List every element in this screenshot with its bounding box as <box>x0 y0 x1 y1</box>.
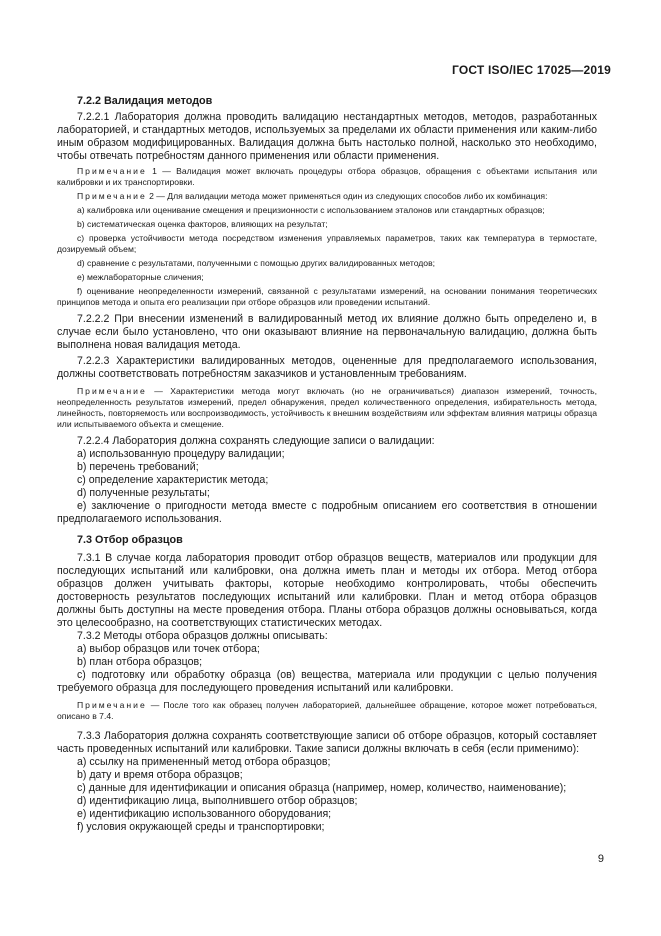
list-item: a) использованную процедуру валидации; <box>77 448 285 460</box>
note-2 <box>57 191 597 202</box>
paragraph-731: 7.3.1 В случае когда лаборатория проводит отбор образцов веществ, материалов или продукции для последующих испытаний или калибровки, она должна иметь план и методы их отбора. Метод отбора образцов должен учитывать факторы, которые необходимо контролировать, чтобы обеспечить достоверность результатов последующих испытаний или калибровки. План и метод отбора образцов должны быть доступны на месте проведения отбора. Планы отбора образцов должны основываться, когда это целесообразно, на соответствующих статистических методах. <box>57 552 597 629</box>
note-2-item-b: b) систематическая оценка факторов, влияющих на результат; <box>77 219 328 229</box>
page-number: 9 <box>597 853 604 865</box>
paragraph-7224: 7.2.2.4 Лаборатория должна сохранять следующие записи о валидации: <box>77 435 435 447</box>
note-1 <box>57 166 597 188</box>
note-4 <box>57 700 597 722</box>
note-2-item-c: c) проверка устойчивости метода посредством изменения управляемых параметров, таких как температура в термостате, дозируемый объем; <box>57 233 597 254</box>
list-item: a) ссылку на примененный метод отбора образцов; <box>77 756 331 768</box>
list-item: b) дату и время отбора образцов; <box>77 769 243 781</box>
note-label: Примечание <box>77 386 147 396</box>
note-text: 2 — Для валидации метода может применяться один из следующих способов либо их комбинация: <box>146 191 548 201</box>
paragraph-733: 7.3.3 Лаборатория должна сохранять соответствующие записи об отборе образцов, который составляет часть проведенных испытаний или калибровки. Такие записи должны включать в себя (если применимо): <box>57 730 597 755</box>
list-item: c) определение характеристик метода; <box>77 474 269 486</box>
list-item: b) план отбора образцов; <box>77 656 203 668</box>
list-item: c) подготовку или обработку образца (ов) вещества, материала или продукции с целью получения требуемого образца для последующего проведения испытаний или калибровки. <box>57 669 597 694</box>
note-text: 1 — Валидация может включать процедуры отбора образцов, обращения с объектами испытания или калибровки и их транспортировки. <box>57 166 597 187</box>
standard-header: ГОСТ ISO/IEC 17025—2019 <box>451 63 611 77</box>
list-item: b) перечень требований; <box>77 461 199 473</box>
list-item: e) идентификацию использованного оборудования; <box>77 808 332 820</box>
note-text: — После того как образец получен лабораторией, дальнейшее обращение, которое может потребоваться, описано в 7.4. <box>57 700 597 721</box>
paragraph-7223: 7.2.2.3 Характеристики валидированных методов, оцененные для предполагаемого использования, должны соответствовать потребностям заказчиков и установленным требованиям. <box>57 355 597 380</box>
note-2-item-a: a) калибровка или оценивание смещения и прецизионности с использованием эталонов или стандартных образцов; <box>77 205 545 215</box>
note-3 <box>57 386 597 430</box>
section-heading-73: 7.3 Отбор образцов <box>77 534 183 546</box>
note-2-item-f: f) оценивание неопределенности измерений, связанной с результатами измерений, на основании понимания теоретических принципов метода и опыта его реализации при отборе образцов или проведении испытаний. <box>57 286 597 307</box>
list-item: f) условия окружающей среды и транспортировки; <box>77 821 325 833</box>
note-2-item-d: d) сравнение с результатами, полученными с помощью других валидированных методов; <box>77 258 436 268</box>
list-item: d) идентификацию лица, выполнившего отбор образцов; <box>77 795 358 807</box>
list-item: a) выбор образцов или точек отбора; <box>77 643 260 655</box>
note-label: Примечание <box>77 700 147 710</box>
list-item: d) полученные результаты; <box>77 487 210 499</box>
paragraph-7222: 7.2.2.2 При внесении изменений в валидированный метод их влияние должно быть определено и, в случае если было установлено, что они оказывают влияние на первоначальную валидацию, должна быть выполнена новая валидация метода. <box>57 313 597 351</box>
list-item: e) заключение о пригодности метода вместе с подробным описанием его соответствия в отношении предполагаемого использования. <box>57 500 597 525</box>
note-text: — Характеристики метода могут включать (но не ограничиваться) диапазон измерений, точность, неопределенность результатов измерений, предел обнаружения, предел количественного определения, избирательность метода, линейность, повторяемость или воспроизводимость, устойчивость к внешним воздействиям или эффектам влияния матрицы образца или испытываемого объекта и смещение. <box>57 386 597 429</box>
paragraph-732: 7.3.2 Методы отбора образцов должны описывать: <box>77 630 328 642</box>
note-label: Примечание <box>77 166 147 176</box>
paragraph-7221: 7.2.2.1 Лаборатория должна проводить валидацию нестандартных методов, методов, разработанных лабораторией, и стандартных методов, используемых за пределами их области применения или каким-либо иным образом модифицированных. Валидация должна быть настолько полной, насколько это необходимо, чтобы отвечать потребностям данного применения или области применения. <box>57 111 597 162</box>
section-heading-722: 7.2.2 Валидация методов <box>77 95 213 107</box>
note-label: Примечание <box>77 191 147 201</box>
note-2-item-e: e) межлабораторные сличения; <box>77 272 204 282</box>
document-body <box>57 95 597 834</box>
list-item: c) данные для идентификации и описания образца (например, номер, количество, наименование); <box>77 782 567 794</box>
